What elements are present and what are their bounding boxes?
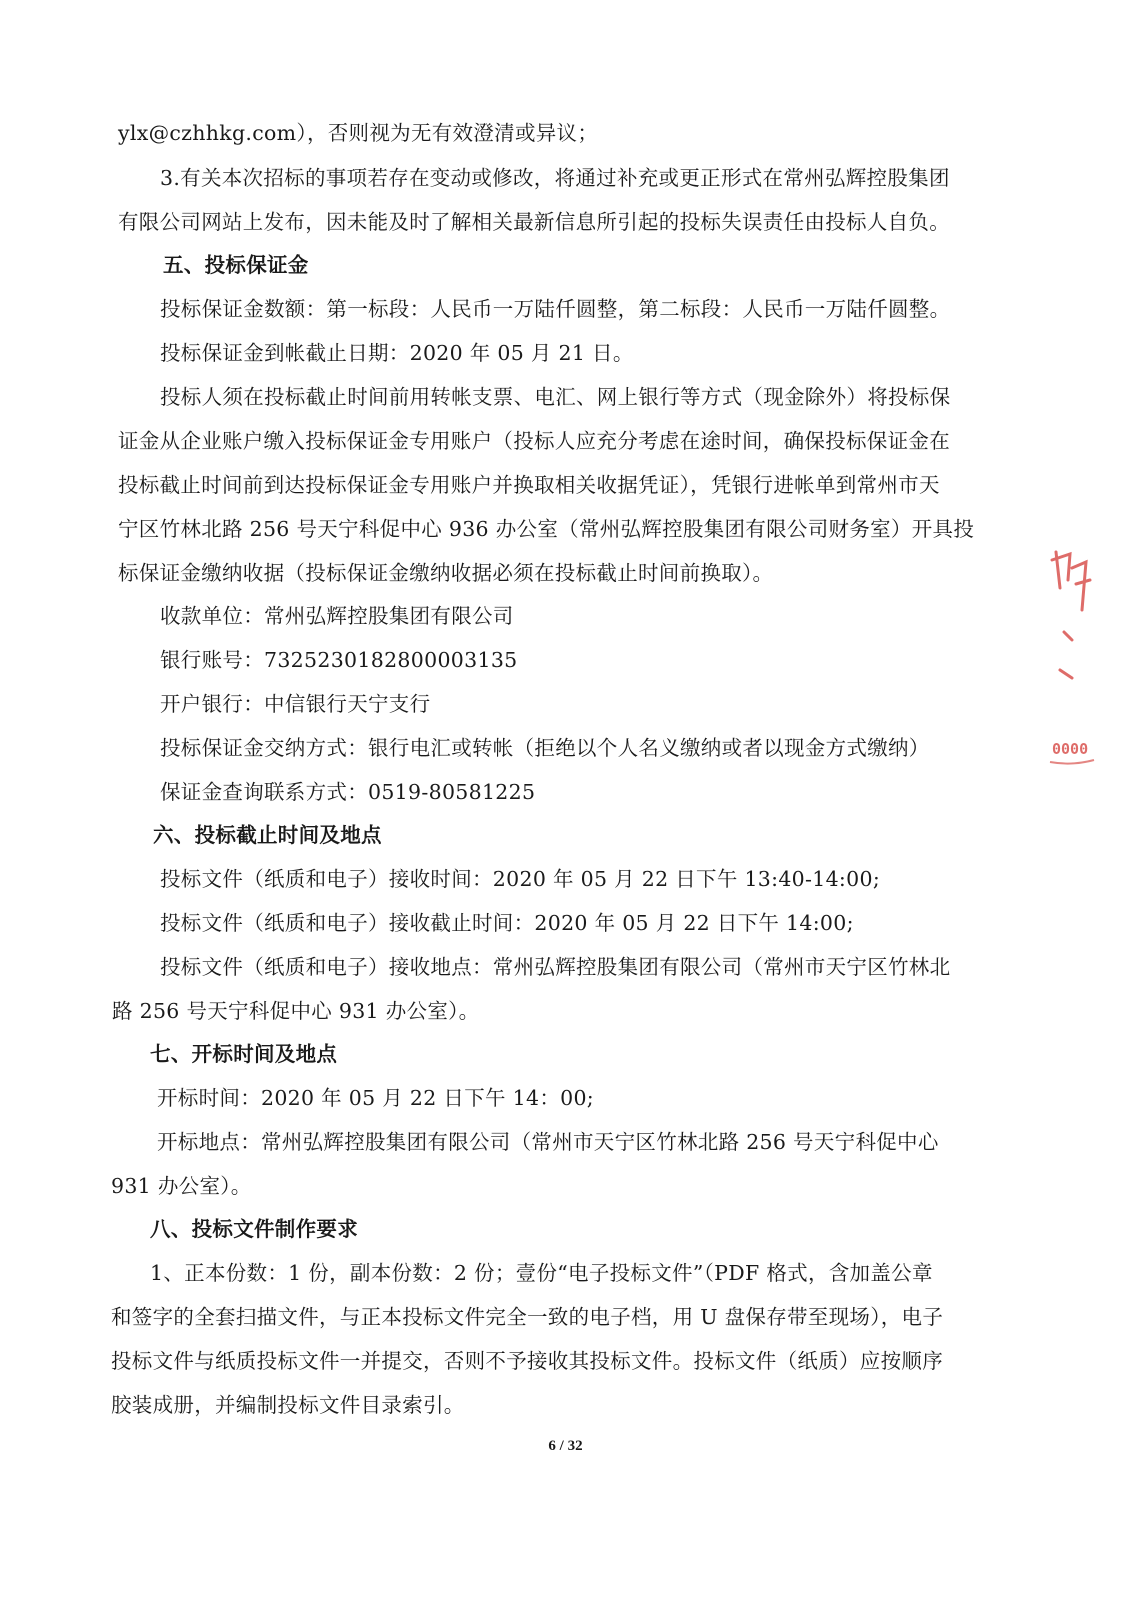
payee-line: 收款单位：常州弘辉控股集团有限公司 — [160, 604, 514, 628]
page-number: 6 / 32 — [548, 1438, 583, 1454]
text-line: 投标保证金到帐截止日期：2020 年 05 月 21 日。 — [160, 341, 634, 365]
text-line: 投标文件（纸质和电子）接收地点：常州弘辉控股集团有限公司（常州市天宁区竹林北 — [160, 955, 951, 979]
text-line: 投标文件（纸质和电子）接收截止时间：2020 年 05 月 22 日下午 14:00; — [160, 911, 854, 935]
text-line: 1、正本份数：1 份，副本份数：2 份；壹份“电子投标文件”（PDF 格式，含加盖公章 — [150, 1261, 933, 1285]
text-line: 证金从企业账户缴入投标保证金专用账户（投标人应充分考虑在途时间，确保投标保证金在 — [118, 429, 950, 453]
section-heading: 七、开标时间及地点 — [150, 1042, 338, 1066]
bank-name-line: 开户银行：中信银行天宁支行 — [160, 692, 431, 716]
text-line: 有限公司网站上发布，因未能及时了解相关最新信息所引起的投标失误责任由投标人自负。 — [118, 210, 950, 234]
section-heading: 五、投标保证金 — [163, 253, 309, 277]
text-line: 投标保证金数额：第一标段：人民币一万陆仟圆整，第二标段：人民币一万陆仟圆整。 — [160, 297, 951, 321]
svg-text:0000: 0000 — [1052, 740, 1089, 758]
text-line: 投标文件（纸质和电子）接收时间：2020 年 05 月 22 日下午 13:40-14:00; — [160, 867, 881, 891]
text-line: 投标人须在投标截止时间前用转帐支票、电汇、网上银行等方式（现金除外）将投标保 — [160, 385, 951, 409]
text-line: 投标文件与纸质投标文件一并提交，否则不予接收其投标文件。投标文件（纸质）应按顺序 — [111, 1349, 943, 1373]
section-heading: 六、投标截止时间及地点 — [153, 823, 382, 847]
text-line: 路 256 号天宁科促中心 931 办公室）。 — [112, 999, 480, 1023]
bank-account-line: 银行账号：7325230182800003135 — [160, 648, 518, 672]
text-line: 宁区竹林北路 256 号天宁科促中心 936 办公室（常州弘辉控股集团有限公司财务室）开具投 — [118, 517, 975, 541]
text-line: 标保证金缴纳收据（投标保证金缴纳收据必须在投标截止时间前换取）。 — [118, 561, 774, 585]
text-line: 开标时间：2020 年 05 月 22 日下午 14：00; — [157, 1086, 595, 1110]
text-line: ylx@czhhkg.com），否则视为无有效澄清或异议； — [118, 121, 599, 145]
text-line: 开标地点：常州弘辉控股集团有限公司（常州市天宁区竹林北路 256 号天宁科促中心 — [157, 1130, 939, 1154]
seal-stamp-graphic — [1042, 540, 1102, 780]
payment-method-line: 投标保证金交纳方式：银行电汇或转帐（拒绝以个人名义缴纳或者以现金方式缴纳） — [160, 736, 930, 760]
seal-stamp — [1042, 540, 1102, 780]
text-line: 931 办公室）。 — [111, 1174, 252, 1198]
text-line: 胶装成册，并编制投标文件目录索引。 — [111, 1393, 465, 1417]
section-heading: 八、投标文件制作要求 — [150, 1217, 358, 1241]
text-line: 3.有关本次招标的事项若存在变动或修改，将通过补充或更正形式在常州弘辉控股集团 — [160, 166, 950, 190]
text-line: 和签字的全套扫描文件，与正本投标文件完全一致的电子档，用 U 盘保存带至现场），电子 — [111, 1305, 944, 1329]
contact-line: 保证金查询联系方式：0519-80581225 — [160, 780, 536, 804]
text-line: 投标截止时间前到达投标保证金专用账户并换取相关收据凭证），凭银行进帐单到常州市天 — [118, 473, 940, 497]
